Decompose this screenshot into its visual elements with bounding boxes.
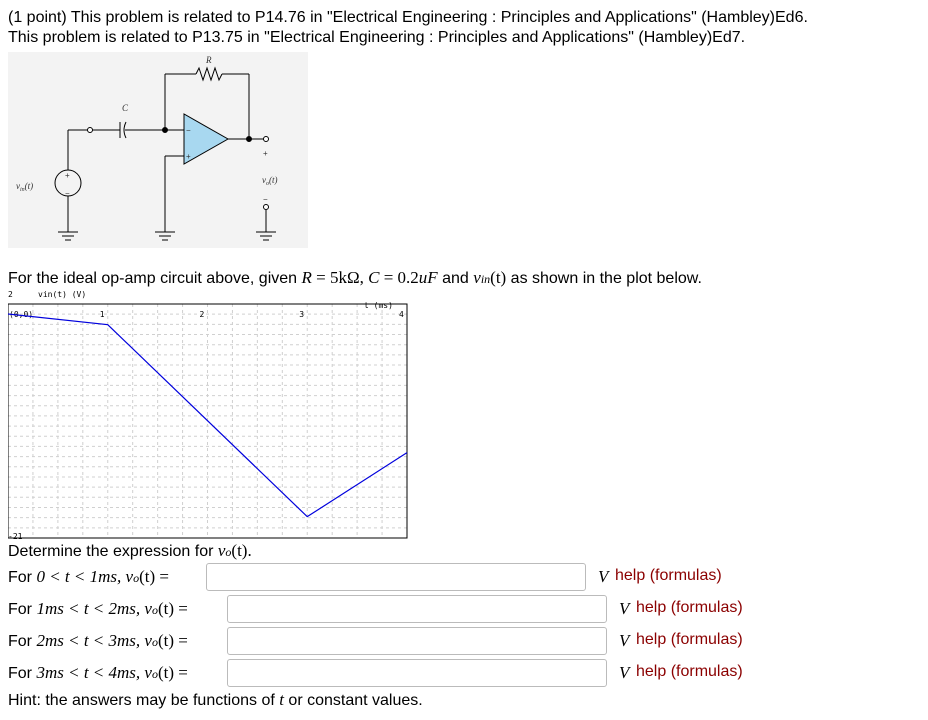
y-axis-label: vin(t) (V) [38, 290, 87, 299]
y-top-label: 2 [8, 290, 13, 299]
output-plus: + [263, 149, 268, 158]
problem-header [8, 8, 808, 48]
row-2-label: For 1ms < t < 2ms, vo(t) = [8, 599, 188, 618]
vin-plot-svg [8, 290, 408, 540]
header-line-2: This problem is related to P13.75 in "Electrical Engineering : Principles and Applications" (Hambley)Ed7. [8, 29, 746, 46]
source-minus: − [65, 189, 70, 198]
row-4-label: For 3ms < t < 4ms, vo(t) = [8, 663, 188, 682]
x-axis-label: t (ms) [364, 301, 393, 310]
unit-4: V [619, 663, 630, 682]
answer-row-3 [8, 627, 908, 655]
x-tick-label: 3 [299, 310, 305, 319]
ground-2 [155, 232, 175, 240]
unit-2: V [619, 599, 630, 618]
hint-text: Hint: the answers may be functions of t or constant values. [8, 690, 423, 709]
determine-text: Determine the expression for vo(t). [8, 541, 252, 560]
unit-1: V [598, 567, 609, 586]
origin-label: (0,0) [9, 310, 34, 319]
row-1-label: For 0 < t < 1ms, vo(t) = [8, 567, 169, 586]
y-bottom-label: -21 [8, 532, 23, 540]
help-link-3[interactable]: help (formulas) [636, 631, 743, 648]
x-tick-label: 4 [399, 310, 404, 319]
opamp-plus: + [186, 152, 191, 161]
label-vin: $v_{in}(t)$ [16, 181, 34, 193]
x-tick-label: 2 [199, 310, 205, 319]
label-vo: $v_o(t)$ [262, 175, 278, 187]
opamp-minus: − [186, 126, 191, 135]
answer-row-4 [8, 659, 908, 687]
label-C: C [122, 103, 129, 113]
row-3-label: For 2ms < t < 3ms, vo(t) = [8, 631, 188, 650]
answer-input-3[interactable] [227, 627, 607, 655]
circuit-svg [8, 52, 308, 248]
circuit-diagram [8, 52, 308, 248]
source-plus: + [65, 171, 70, 180]
resistor [196, 68, 222, 80]
ground-1 [58, 232, 78, 240]
help-link-1[interactable]: help (formulas) [615, 567, 722, 584]
x-tick-label: 1 [99, 310, 105, 319]
problem-statement: For the ideal op-amp circuit above, given R = 5kΩ, C = 0.2uF and vin(t) as shown in the plot below. [8, 268, 702, 287]
answer-row-1 [8, 563, 908, 591]
answer-row-2 [8, 595, 908, 623]
help-link-2[interactable]: help (formulas) [636, 599, 743, 616]
output-minus: − [263, 195, 268, 204]
unit-3: V [619, 631, 630, 650]
answer-input-2[interactable] [227, 595, 607, 623]
answer-input-1[interactable] [206, 563, 586, 591]
help-link-4[interactable]: help (formulas) [636, 663, 743, 680]
label-R: R [206, 55, 212, 65]
vin-plot [8, 290, 408, 540]
answer-input-4[interactable] [227, 659, 607, 687]
header-line-1: (1 point) This problem is related to P14.76 in "Electrical Engineering : Principles and Applications" (Hambley)Ed6. [8, 9, 808, 26]
ground-3 [256, 232, 276, 240]
